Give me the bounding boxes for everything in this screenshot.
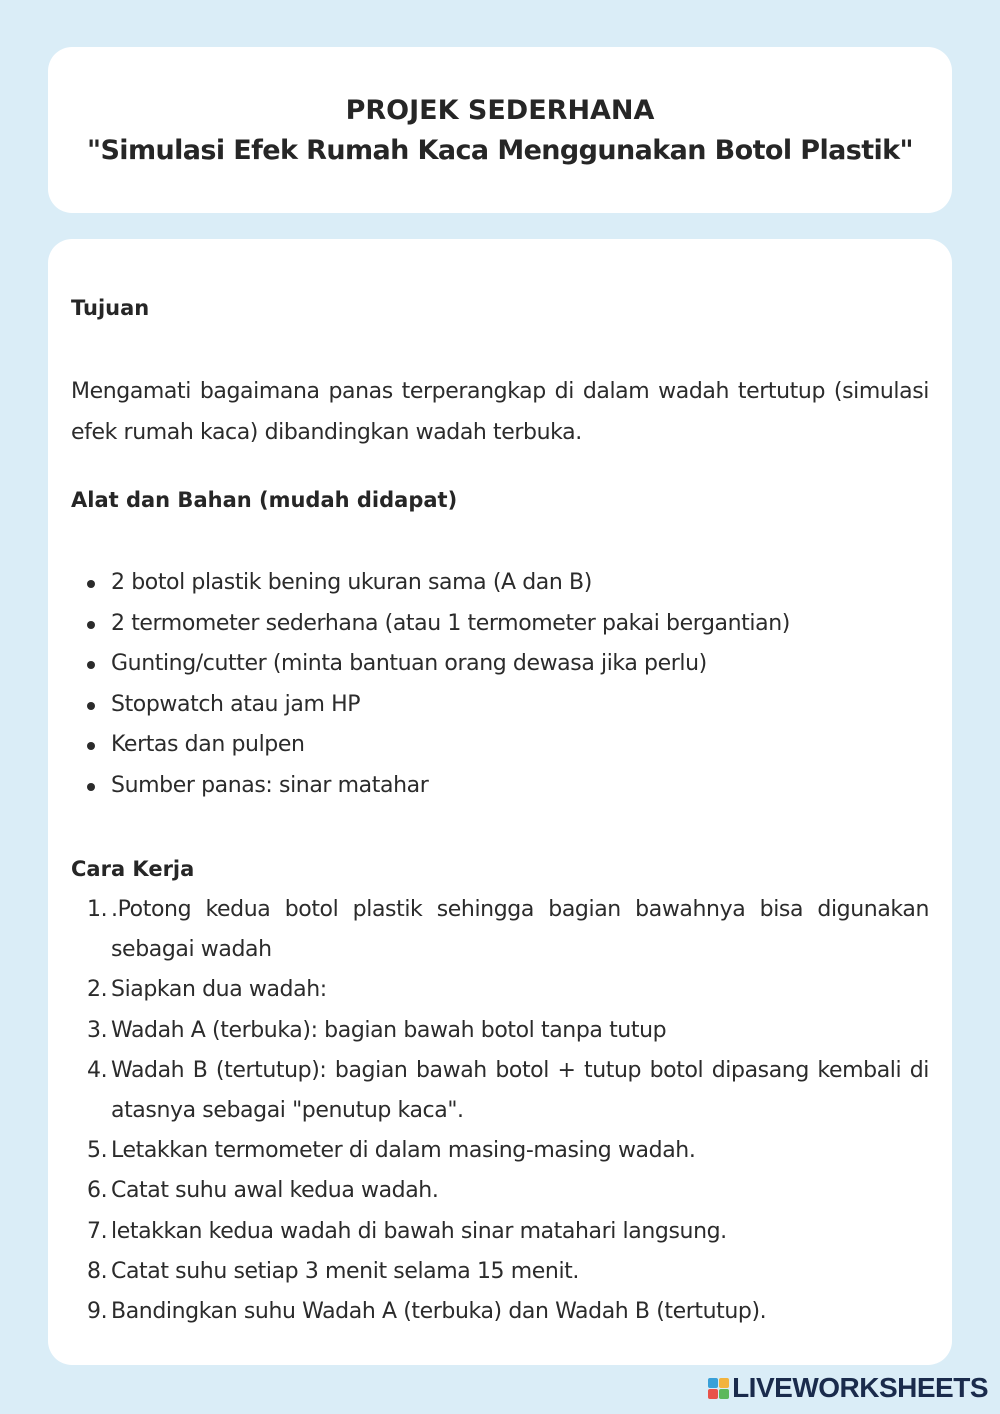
list-item [71,644,929,685]
logo-text: LIVEWORKSHEETS [732,1372,988,1403]
list-item-text: 2 termometer sederhana (atau 1 termometer pakai bergantian) [111,610,790,636]
bullet-icon [87,621,95,629]
step-number: 9. [87,1299,108,1325]
title-card [48,47,952,213]
bullet-icon [87,580,95,588]
list-item [71,725,929,766]
step-number: 1. [87,897,108,922]
step-item [71,890,929,970]
step-number: 2. [87,977,108,1003]
step-text: Catat suhu awal kedua wadah. [111,1178,439,1204]
step-number: 4. [87,1057,108,1083]
step-number: 8. [87,1258,108,1284]
list-item [71,604,929,645]
step-text: Wadah B (tertutup): bagian bawah botol + tutup botol dipasang kembali di atasnya sebagai "penutup kaca". [111,1057,929,1124]
cara-steps [71,890,929,1332]
step-text: Bandingkan suhu Wadah A (terbuka) dan Wadah B (tertutup). [111,1299,767,1325]
list-item [71,563,929,604]
step-number: 3. [87,1017,108,1043]
step-item [71,1252,929,1292]
step-text: letakkan kedua wadah di bawah sinar matahari langsung. [111,1218,727,1244]
bullet-icon [87,702,95,710]
step-text: .Potong kedua botol plastik sehingga bagian bawahnya bisa digunakan sebagai wadah [111,897,929,963]
list-item-text: Gunting/cutter (minta bantuan orang dewasa jika perlu) [111,651,707,676]
step-text: Siapkan dua wadah: [111,977,327,1003]
step-text: Catat suhu setiap 3 menit selama 15 menit. [111,1258,579,1284]
tujuan-text: Mengamati bagaimana panas terperangkap di dalam wadah tertutup (simulasi efek rumah kaca) dibandingkan wadah terbuka. [71,379,929,445]
alat-list [71,563,929,806]
step-item [71,1131,929,1171]
step-number: 5. [87,1138,108,1164]
step-item [71,1171,929,1211]
bullet-icon [87,661,95,669]
list-item-text: Stopwatch atau jam HP [111,691,361,717]
liveworksheets-logo[interactable] [708,1372,988,1404]
step-item [71,1051,929,1131]
page-title: PROJEK SEDERHANA [345,95,655,126]
step-item [71,970,929,1010]
step-text: Wadah A (terbuka): bagian bawah botol tanpa tutup [111,1017,667,1043]
live-badge-icon [708,1378,729,1399]
list-item [71,766,929,807]
step-item [71,1011,929,1051]
step-item [71,1292,929,1332]
cara-heading: Cara Kerja [71,857,195,881]
list-item-text: Sumber panas: sinar matahar [111,772,429,798]
alat-heading: Alat dan Bahan (mudah didapat) [71,488,458,512]
list-item-text: 2 botol plastik bening ukuran sama (A dan B) [111,570,592,595]
step-number: 7. [87,1218,108,1244]
bullet-icon [87,742,95,750]
step-text: Letakkan termometer di dalam masing-masing wadah. [111,1138,696,1164]
tujuan-heading: Tujuan [71,296,150,320]
page-subtitle: "Simulasi Efek Rumah Kaca Menggunakan Botol Plastik" [86,135,913,166]
list-item [71,685,929,726]
bullet-icon [87,783,95,791]
list-item-text: Kertas dan pulpen [111,732,305,757]
content-card [48,239,952,1365]
step-number: 6. [87,1178,108,1204]
step-item [71,1212,929,1252]
